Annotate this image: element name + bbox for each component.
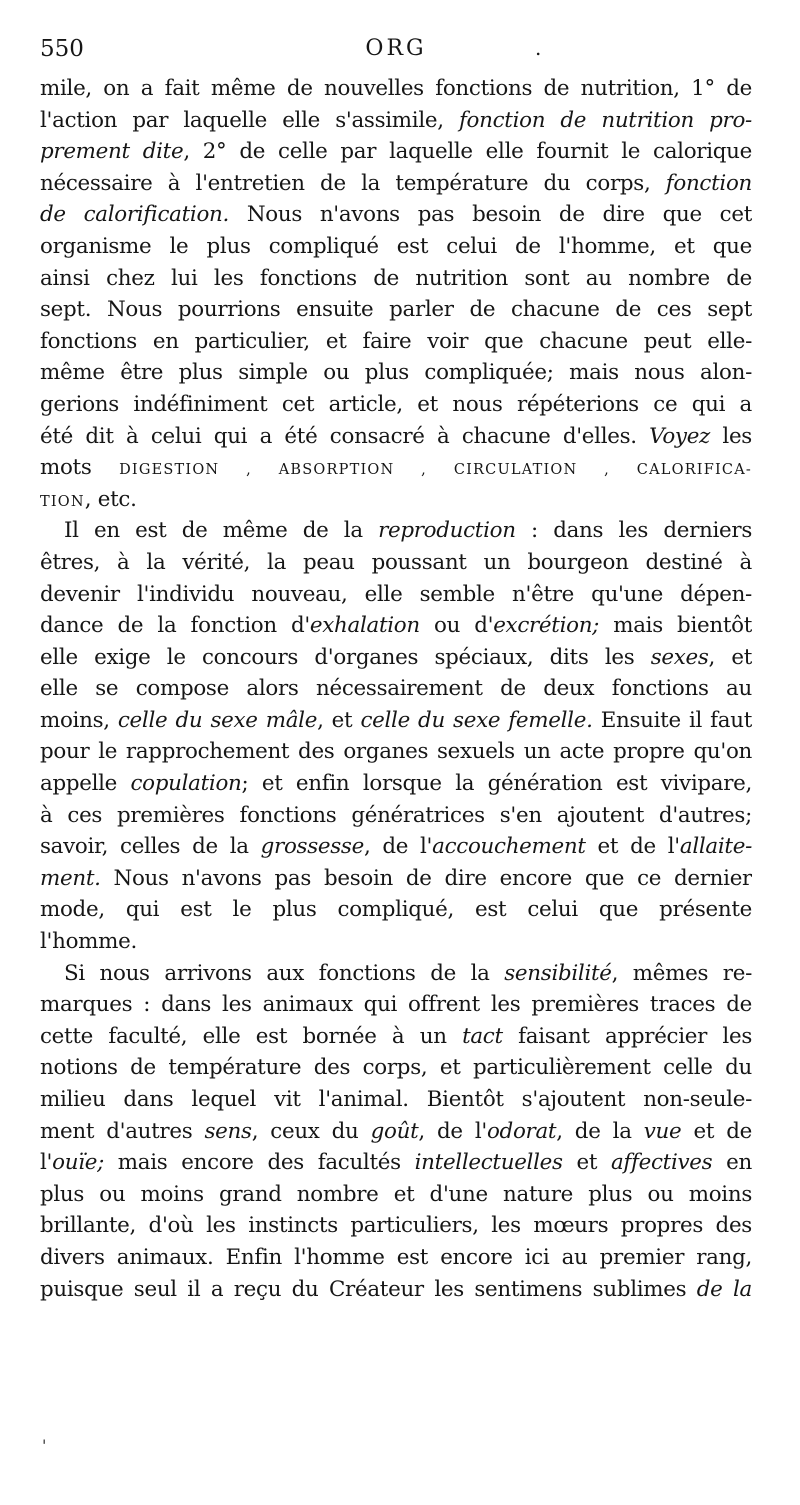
text-run: l'homme. <box>40 929 138 955</box>
text-line <box>40 642 752 674</box>
text-run: nécessaire à l'entretien de la température du corps, <box>40 170 666 196</box>
text-run: les <box>710 423 752 449</box>
text-run: ou d' <box>419 613 494 639</box>
text-run: même être plus simple ou plus compliquée; mais nous alon- <box>40 360 752 386</box>
text-line <box>40 736 752 768</box>
text-run: plus ou moins grand nombre et d'une nature plus ou moins <box>40 1181 752 1207</box>
italic-run: affectives <box>610 1150 713 1176</box>
text-line <box>40 484 752 516</box>
text-run: mile, on a fait même de nouvelles fonctions de nutrition, 1° de <box>40 76 752 101</box>
italic-run: sensibilité <box>504 960 612 986</box>
text-line <box>40 1052 752 1084</box>
text-run: cette faculté, elle est bornée à un <box>40 1023 463 1049</box>
italic-run: excrétion; <box>493 613 600 639</box>
italic-run: fonction de nutrition pro- <box>458 107 752 133</box>
text-run: mots <box>40 455 120 481</box>
italic-run: celle du sexe mâle <box>117 707 318 733</box>
text-line <box>40 894 752 926</box>
text-run: , et <box>708 644 752 670</box>
text-line <box>40 800 752 832</box>
text-run: Si nous arrivons aux fonctions de la <box>64 960 505 986</box>
text-run: sept. Nous pourrions ensuite parler de chacune de ces sept <box>40 297 752 323</box>
italic-run: copulation <box>130 771 242 797</box>
text-line <box>40 768 752 800</box>
italic-run: tact <box>462 1023 503 1049</box>
page-header <box>40 36 752 70</box>
text-line <box>40 326 752 358</box>
text-line <box>40 831 752 863</box>
italic-run: exhalation <box>309 613 420 639</box>
text-run: et de l' <box>585 834 680 860</box>
text-line <box>40 1274 752 1306</box>
text-line <box>40 547 752 579</box>
text-run: devenir l'individu nouveau, elle semble n'être qu'une dépen- <box>40 581 752 607</box>
text-line <box>40 73 752 105</box>
running-head: ORG <box>365 36 427 61</box>
text-run: divers animaux. Enfin l'homme est encore ici au premier rang, <box>40 1244 752 1270</box>
text-line <box>40 199 752 231</box>
italic-run: ouïe; <box>52 1150 104 1176</box>
text-run: organisme le plus compliqué est celui de l'homme, et que <box>40 233 752 259</box>
text-run: ; et enfin lorsque la génération est vivipare, <box>241 771 752 797</box>
text-run: en <box>712 1150 752 1176</box>
text-run: fonctions en particulier, et faire voir que chacune peut elle- <box>40 328 752 354</box>
text-line <box>40 515 752 547</box>
text-line <box>40 389 752 421</box>
text-run: , de l' <box>363 834 433 860</box>
text-run: Il en est de même de la <box>64 518 379 544</box>
italic-run: de calorification. <box>40 202 229 228</box>
text-run: l'action par laquelle elle s'assimile, <box>40 107 459 133</box>
text-run: faisant apprécier les <box>502 1023 752 1049</box>
page-number: 550 <box>40 36 84 62</box>
margin-mark: ' <box>42 1436 47 1455</box>
text-run: mode, qui est le plus compliqué, est celui que présente <box>40 897 752 923</box>
italic-run: fonction <box>665 170 752 196</box>
text-line <box>40 452 752 484</box>
text-run: milieu dans lequel vit l'animal. Bientôt s'ajoutent non-seule- <box>40 1087 752 1112</box>
text-line <box>40 1084 752 1116</box>
text-run: elle se compose alors nécessairement de deux fonctions au <box>40 676 752 702</box>
text-run: Nous n'avons pas besoin de dire encore que ce dernier <box>100 865 752 891</box>
text-run: mais encore des facultés <box>104 1150 415 1176</box>
small-caps-run: DIGESTION , ABSORPTION , CIRCULATION , CALORIFICA- <box>119 462 752 479</box>
italic-run: de la <box>696 1276 752 1302</box>
text-run: mais bientôt <box>599 613 752 639</box>
text-line <box>40 1021 752 1053</box>
text-run: à ces premières fonctions génératrices s'en ajoutent d'autres; <box>40 802 752 828</box>
text-run: savoir, celles de la <box>40 834 261 860</box>
text-line <box>40 294 752 326</box>
text-run: et de <box>681 1118 752 1144</box>
italic-run: grossesse <box>260 834 364 860</box>
body-text <box>40 73 752 1305</box>
text-run: êtres, à la vérité, la peau poussant un bourgeon destiné à <box>40 549 752 575</box>
text-run: brillante, d'où les instincts particuliers, les mœurs propres des <box>40 1213 752 1239</box>
text-line <box>40 610 752 642</box>
italic-run: goût <box>370 1118 419 1144</box>
text-run: , de la <box>556 1118 644 1144</box>
text-line <box>40 168 752 200</box>
text-run: , de l' <box>418 1118 487 1144</box>
text-run: : dans les derniers <box>515 518 752 544</box>
text-line <box>40 105 752 137</box>
text-run: , ceux du <box>251 1118 371 1144</box>
text-line <box>40 1147 752 1179</box>
small-caps-run: TION <box>40 493 85 510</box>
italic-run: celle du sexe femelle. <box>360 707 593 733</box>
text-run: l' <box>40 1150 53 1176</box>
text-line <box>40 263 752 295</box>
text-run: appelle <box>40 771 131 797</box>
text-run: gerions indéfiniment cet article, et nous répéterions ce qui a <box>40 391 752 417</box>
text-line <box>40 958 752 990</box>
text-line <box>40 673 752 705</box>
text-line <box>40 1179 752 1211</box>
italic-run: ment. <box>40 865 101 891</box>
text-run: ainsi chez lui les fonctions de nutrition sont au nombre de <box>40 265 752 291</box>
italic-run: accouchement <box>432 834 586 860</box>
text-line <box>40 1242 752 1274</box>
text-run: , et <box>317 707 361 733</box>
text-line <box>40 231 752 263</box>
text-run: Nous n'avons pas besoin de dire que cet <box>229 202 752 228</box>
text-line <box>40 1116 752 1148</box>
text-run: puisque seul il a reçu du Créateur les sentimens sublimes <box>40 1276 697 1302</box>
text-run: , etc. <box>84 486 137 512</box>
italic-run: intellectuelles <box>414 1150 563 1176</box>
text-run: dance de la fonction d' <box>40 613 310 639</box>
italic-run: odorat <box>486 1118 557 1144</box>
text-line <box>40 136 752 168</box>
header-mark: . <box>535 36 542 60</box>
text-line <box>40 989 752 1021</box>
text-run: notions de température des corps, et particulièrement celle du <box>40 1055 752 1081</box>
text-run: ment d'autres <box>40 1118 205 1144</box>
italic-run: sens <box>204 1118 252 1144</box>
text-line <box>40 421 752 453</box>
text-run: Ensuite il faut <box>592 707 752 733</box>
text-run: , mêmes re- <box>611 960 752 986</box>
italic-run: sexes <box>650 644 709 670</box>
italic-run: vue <box>643 1118 682 1144</box>
text-line <box>40 705 752 737</box>
text-line <box>40 863 752 895</box>
text-line <box>40 579 752 611</box>
text-run: elle exige le concours d'organes spéciaux, dits les <box>40 644 651 670</box>
text-run: , 2° de celle par laquelle elle fournit le calorique <box>183 139 752 165</box>
italic-run: prement dite <box>40 139 184 165</box>
italic-run: reproduction <box>378 518 516 544</box>
text-line <box>40 1210 752 1242</box>
text-run: marques : dans les animaux qui offrent les premières traces de <box>40 992 752 1018</box>
text-run: moins, <box>40 707 118 733</box>
text-line <box>40 357 752 389</box>
italic-run: Voyez <box>649 423 711 449</box>
text-run: et <box>562 1150 611 1176</box>
text-run: été dit à celui qui a été consacré à chacune d'elles. <box>40 423 650 449</box>
text-run: pour le rapprochement des organes sexuels un acte propre qu'on <box>40 739 752 765</box>
italic-run: allaite- <box>679 834 752 860</box>
text-line <box>40 926 752 958</box>
